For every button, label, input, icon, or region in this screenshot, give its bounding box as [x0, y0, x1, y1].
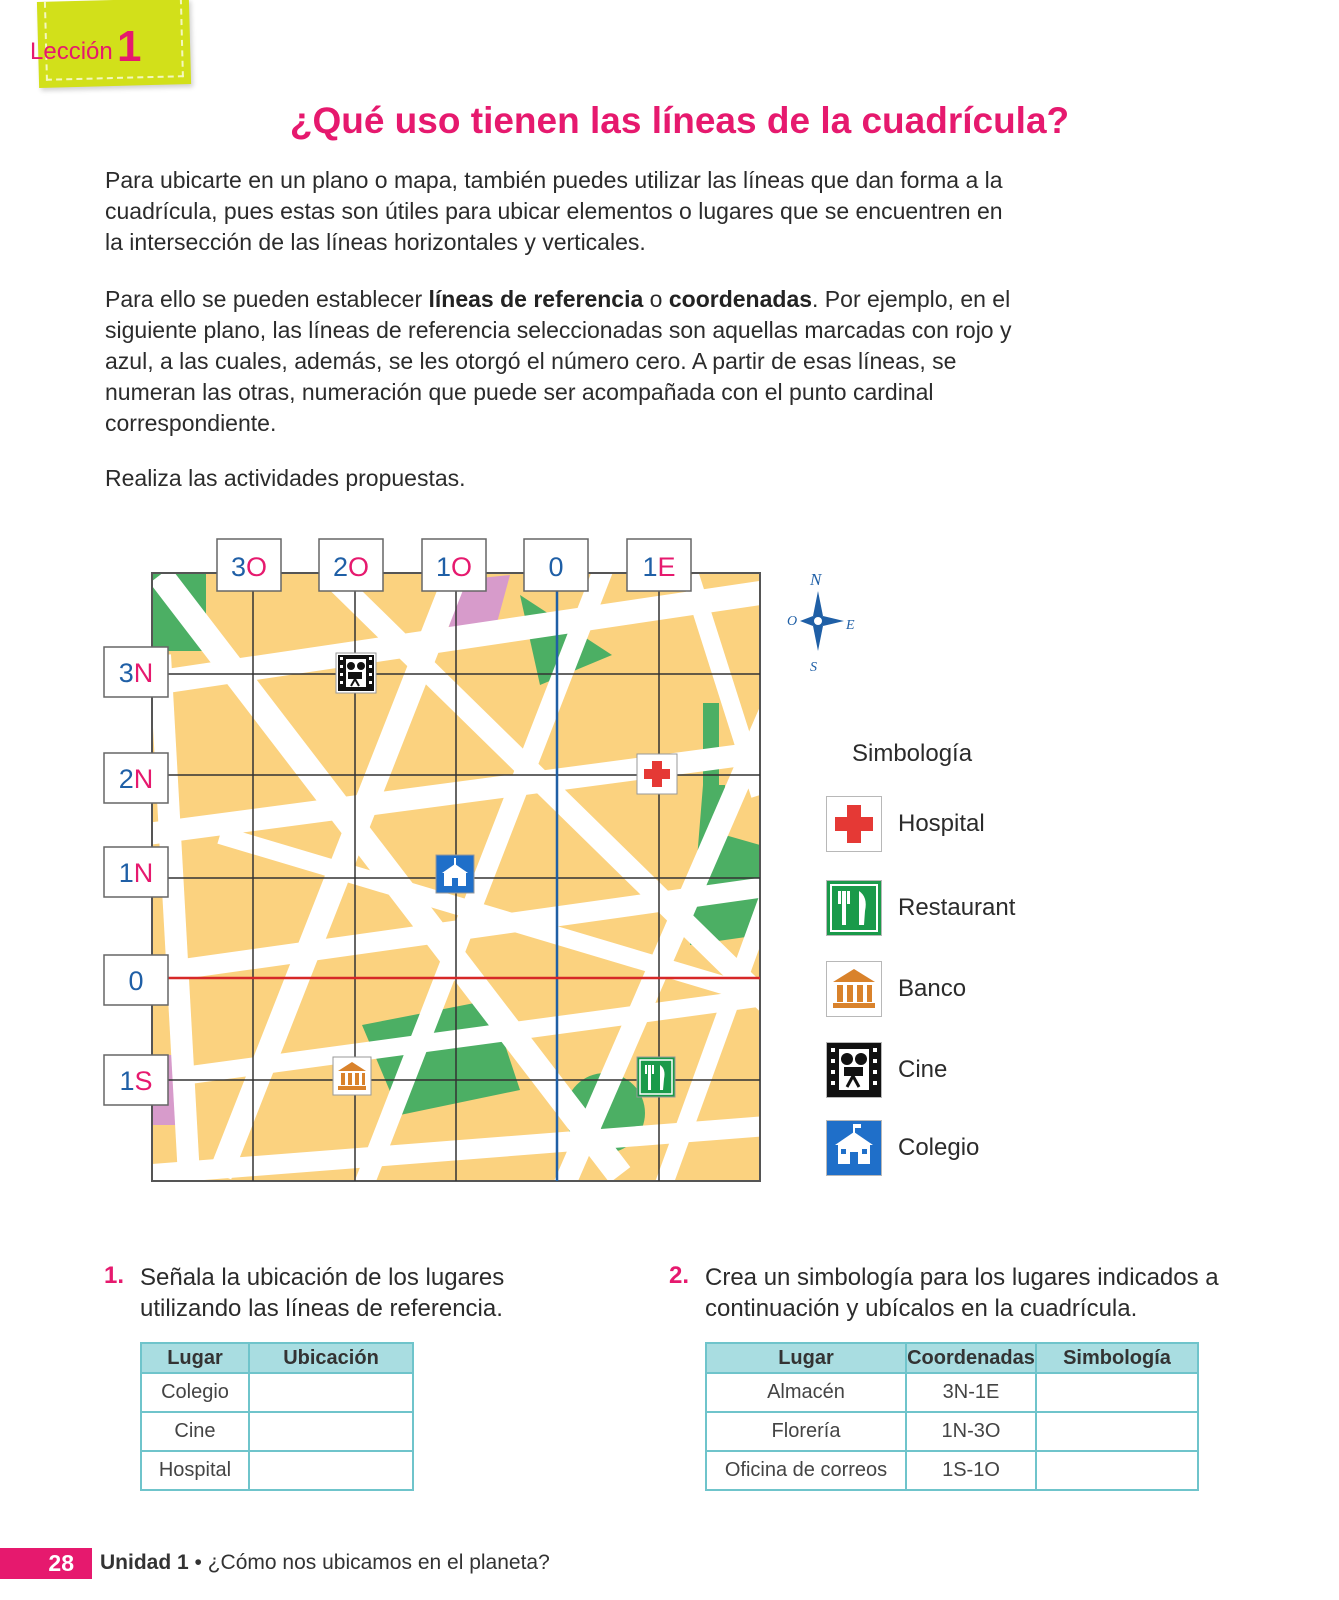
column-label-3o: 3O — [230, 552, 268, 582]
fork-knife-icon — [826, 880, 882, 936]
table-cell-coordenadas: 1S-1O — [906, 1451, 1036, 1490]
activity-1-text: Señala la ubicación de los lugares utilizando las líneas de referencia. — [140, 1264, 505, 1322]
legend-label-cine: Cine — [898, 1056, 948, 1083]
compass-north: N — [810, 570, 822, 589]
column-label-1e: 1E — [642, 552, 676, 582]
table-cell-answer[interactable] — [249, 1451, 413, 1490]
table-header: Simbología — [1036, 1343, 1198, 1373]
row-label-2n: 2N — [118, 764, 154, 794]
table-cell-lugar: Hospital — [141, 1451, 249, 1490]
table-header: Ubicación — [249, 1343, 413, 1373]
column-label-1o: 1O — [435, 552, 473, 582]
legend-title: Simbología — [852, 740, 973, 767]
table-header: Lugar — [706, 1343, 906, 1373]
city-grid-map — [100, 535, 780, 1215]
fork-knife-icon — [637, 1057, 675, 1097]
school-icon — [436, 855, 474, 893]
table-cell-lugar: Oficina de correos — [706, 1451, 906, 1490]
table-cell-lugar: Cine — [141, 1412, 249, 1451]
bank-icon — [826, 961, 882, 1017]
row-label-0: 0 — [128, 966, 144, 996]
column-label-0: 0 — [548, 552, 564, 582]
page-title: ¿Qué uso tienen las líneas de la cuadrícula? — [289, 100, 1070, 141]
bank-icon — [333, 1057, 371, 1095]
table-cell-lugar: Almacén — [706, 1373, 906, 1412]
paragraph-text: . Por ejemplo, en el siguiente plano, las líneas de referencia seleccionadas son aquellas marcadas con rojo y azul, a las cuales, además, se les otorgó el número cero. A partir de esas líneas, se numeran las otras, numeración que puede ser acompañada con el punto cardinal correspondiente. — [105, 286, 1012, 436]
lesson-label: Lección — [30, 38, 113, 65]
activity-1-table — [140, 1342, 414, 1491]
hospital-cross-icon — [637, 754, 677, 794]
activity-2-text: Crea un simbología para los lugares indicados a continuación y ubícalos en la cuadrícula. — [705, 1264, 1219, 1322]
footer-subtitle: ¿Cómo nos ubicamos en el planeta? — [207, 1551, 550, 1574]
table-cell-answer[interactable] — [249, 1373, 413, 1412]
bold-term: líneas de referencia — [428, 286, 644, 312]
table-cell-answer[interactable] — [1036, 1451, 1198, 1490]
table-row — [141, 1373, 413, 1412]
activity-1-number: 1. — [104, 1262, 125, 1289]
table-row — [141, 1412, 413, 1451]
reference-lines-paragraph — [105, 284, 1025, 439]
footer-unit: Unidad 1 — [100, 1551, 189, 1574]
film-camera-icon — [826, 1042, 882, 1098]
activity-2-table — [705, 1342, 1199, 1491]
legend-label-banco: Banco — [898, 975, 967, 1002]
table-cell-answer[interactable] — [1036, 1373, 1198, 1412]
table-row — [141, 1451, 413, 1490]
column-label-2o: 2O — [332, 552, 370, 582]
paragraph-text: o — [643, 286, 669, 312]
paragraph-text: Para ello se pueden establecer — [105, 286, 429, 312]
compass-west: O — [787, 614, 798, 629]
intro-paragraph: Para ubicarte en un plano o mapa, también puedes utilizar las líneas que dan forma a la cuadrícula, pues estas son útiles para ubicar elementos o lugares que se encuentren en la intersección de las líneas horizontales y verticales. — [105, 167, 1003, 255]
hospital-cross-icon — [826, 796, 882, 852]
table-cell-answer[interactable] — [1036, 1412, 1198, 1451]
table-cell-lugar: Florería — [706, 1412, 906, 1451]
table-cell-coordenadas: 1N-3O — [906, 1412, 1036, 1451]
lesson-number: 1 — [117, 22, 142, 71]
school-icon — [826, 1120, 882, 1176]
footer-unit-title — [100, 1551, 550, 1575]
legend-label-hospital: Hospital — [898, 810, 985, 837]
instruction-text: Realiza las actividades propuestas. — [105, 465, 466, 491]
row-label-1n: 1N — [118, 858, 154, 888]
table-cell-coordenadas: 3N-1E — [906, 1373, 1036, 1412]
legend-label-restaurant: Restaurant — [898, 894, 1016, 921]
film-camera-icon — [336, 653, 376, 693]
table-row — [706, 1373, 1198, 1412]
activity-2-number: 2. — [669, 1262, 690, 1289]
table-row — [706, 1451, 1198, 1490]
compass-rose-icon — [787, 570, 880, 675]
compass-south: S — [810, 660, 817, 675]
table-row — [706, 1412, 1198, 1451]
row-label-3n: 3N — [118, 658, 154, 688]
table-header: Coordenadas — [906, 1343, 1036, 1373]
table-header: Lugar — [141, 1343, 249, 1373]
bold-term: coordenadas — [668, 286, 813, 312]
page-number: 28 — [0, 1548, 92, 1579]
footer-bullet: • — [194, 1551, 202, 1574]
row-label-1s: 1S — [119, 1066, 153, 1096]
table-cell-lugar: Colegio — [141, 1373, 249, 1412]
table-cell-answer[interactable] — [249, 1412, 413, 1451]
compass-east: E — [846, 618, 855, 633]
legend-label-colegio: Colegio — [898, 1134, 980, 1161]
